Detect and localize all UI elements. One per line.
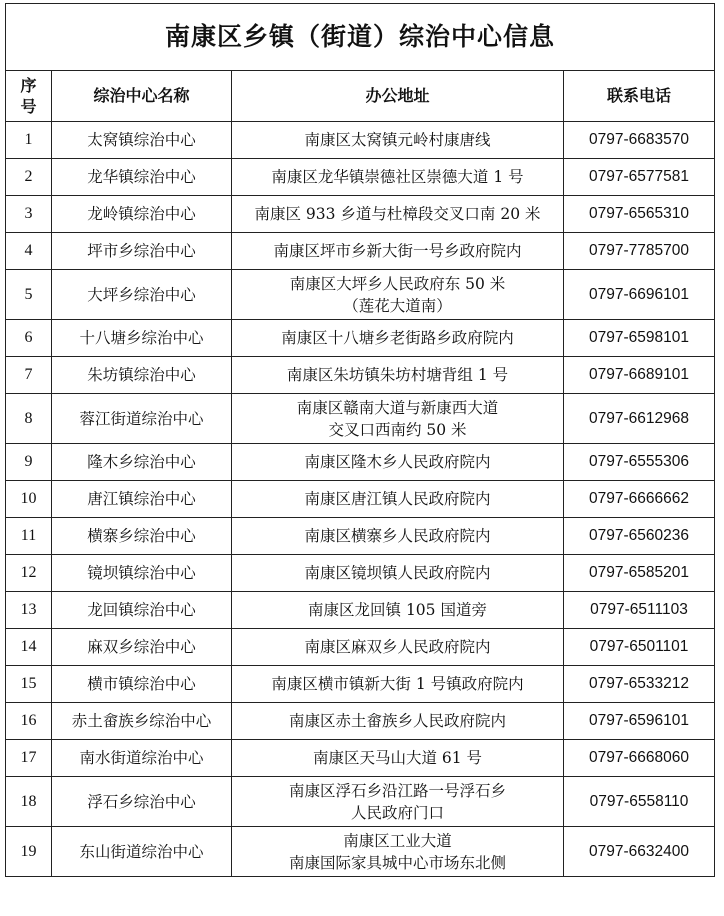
address-line: 南康区横寨乡人民政府院内 bbox=[304, 527, 491, 545]
center-name: 大坪乡综治中心 bbox=[52, 270, 232, 320]
table-row bbox=[6, 592, 715, 629]
row-index: 13 bbox=[6, 592, 52, 629]
center-name: 坪市乡综治中心 bbox=[52, 233, 232, 270]
row-index: 11 bbox=[6, 518, 52, 555]
center-name: 唐江镇综治中心 bbox=[52, 481, 232, 518]
table-row bbox=[6, 357, 715, 394]
contact-phone: 0797-6632400 bbox=[564, 827, 715, 877]
office-address bbox=[232, 196, 564, 233]
center-name: 太窝镇综治中心 bbox=[52, 122, 232, 159]
address-line: 南康区朱坊镇朱坊村塘背组 1 号 bbox=[286, 366, 509, 384]
table-row bbox=[6, 444, 715, 481]
row-index: 6 bbox=[6, 320, 52, 357]
table-row bbox=[6, 827, 715, 877]
header-index-label: 序号 bbox=[20, 75, 37, 116]
office-address bbox=[232, 518, 564, 555]
address-line: 南康区十八塘乡老街路乡政府院内 bbox=[281, 329, 514, 347]
office-address bbox=[232, 703, 564, 740]
address-line: 南康区隆木乡人民政府院内 bbox=[304, 453, 491, 471]
center-name: 十八塘乡综治中心 bbox=[52, 320, 232, 357]
table-row bbox=[6, 555, 715, 592]
address-line: 南康区 933 乡道与杜樟段交叉口南 20 米 bbox=[254, 205, 541, 223]
row-index: 3 bbox=[6, 196, 52, 233]
table-row bbox=[6, 320, 715, 357]
office-address bbox=[232, 740, 564, 777]
address-line: 人民政府门口 bbox=[350, 803, 444, 822]
table-row bbox=[6, 233, 715, 270]
contact-phone: 0797-6689101 bbox=[564, 357, 715, 394]
contact-phone: 0797-6598101 bbox=[564, 320, 715, 357]
center-name: 龙回镇综治中心 bbox=[52, 592, 232, 629]
office-address bbox=[232, 555, 564, 592]
header-phone: 联系电话 bbox=[564, 71, 715, 122]
contact-phone: 0797-6577581 bbox=[564, 159, 715, 196]
center-name: 南水街道综治中心 bbox=[52, 740, 232, 777]
address-line: 南康区太窝镇元岭村康唐线 bbox=[304, 131, 491, 149]
center-name: 横市镇综治中心 bbox=[52, 666, 232, 703]
row-index: 14 bbox=[6, 629, 52, 666]
table-row bbox=[6, 481, 715, 518]
table-row bbox=[6, 122, 715, 159]
table-row bbox=[6, 196, 715, 233]
center-name: 龙岭镇综治中心 bbox=[52, 196, 232, 233]
contact-phone: 0797-6555306 bbox=[564, 444, 715, 481]
contact-phone: 0797-6612968 bbox=[564, 394, 715, 444]
address-line: 南康区坪市乡新大街一号乡政府院内 bbox=[273, 242, 522, 260]
center-name: 横寨乡综治中心 bbox=[52, 518, 232, 555]
address-line: 南康区浮石乡沿江路一号浮石乡 bbox=[288, 781, 506, 800]
table-row bbox=[6, 740, 715, 777]
office-address bbox=[232, 320, 564, 357]
address-line: 南康国际家具城中心市场东北侧 bbox=[288, 853, 506, 872]
table-row bbox=[6, 703, 715, 740]
contact-phone: 0797-6596101 bbox=[564, 703, 715, 740]
header-index bbox=[6, 71, 52, 122]
address-line: （莲花大道南） bbox=[343, 296, 452, 315]
contact-phone: 0797-6696101 bbox=[564, 270, 715, 320]
contact-phone: 0797-6511103 bbox=[564, 592, 715, 629]
address-line: 南康区麻双乡人民政府院内 bbox=[304, 638, 491, 656]
contact-phone: 0797-6558110 bbox=[564, 777, 715, 827]
office-address bbox=[232, 357, 564, 394]
contact-phone: 0797-6668060 bbox=[564, 740, 715, 777]
address-line: 南康区唐江镇人民政府院内 bbox=[304, 490, 491, 508]
row-index: 15 bbox=[6, 666, 52, 703]
header-address: 办公地址 bbox=[232, 71, 564, 122]
center-name: 朱坊镇综治中心 bbox=[52, 357, 232, 394]
row-index: 19 bbox=[6, 827, 52, 877]
address-line: 南康区龙华镇崇德社区崇德大道 1 号 bbox=[271, 168, 524, 186]
office-address bbox=[232, 827, 564, 877]
address-line: 南康区龙回镇 105 国道旁 bbox=[308, 601, 487, 619]
office-address bbox=[232, 444, 564, 481]
row-index: 4 bbox=[6, 233, 52, 270]
center-name: 赤土畲族乡综治中心 bbox=[52, 703, 232, 740]
table-row bbox=[6, 629, 715, 666]
table-row bbox=[6, 666, 715, 703]
table-row bbox=[6, 394, 715, 444]
row-index: 9 bbox=[6, 444, 52, 481]
header-name: 综治中心名称 bbox=[52, 71, 232, 122]
center-name: 浮石乡综治中心 bbox=[52, 777, 232, 827]
center-name: 东山街道综治中心 bbox=[52, 827, 232, 877]
address-line: 南康区赤土畲族乡人民政府院内 bbox=[288, 712, 506, 730]
row-index: 8 bbox=[6, 394, 52, 444]
address-line: 南康区镜坝镇人民政府院内 bbox=[304, 564, 491, 582]
row-index: 10 bbox=[6, 481, 52, 518]
table-row bbox=[6, 270, 715, 320]
office-address bbox=[232, 122, 564, 159]
table-title: 南康区乡镇（街道）综治中心信息 bbox=[6, 4, 715, 71]
center-name: 隆木乡综治中心 bbox=[52, 444, 232, 481]
office-address bbox=[232, 666, 564, 703]
contact-phone: 0797-6533212 bbox=[564, 666, 715, 703]
contact-phone: 0797-7785700 bbox=[564, 233, 715, 270]
table-row bbox=[6, 159, 715, 196]
center-name: 麻双乡综治中心 bbox=[52, 629, 232, 666]
row-index: 5 bbox=[6, 270, 52, 320]
center-name: 蓉江街道综治中心 bbox=[52, 394, 232, 444]
address-line: 南康区工业大道 bbox=[343, 831, 452, 850]
row-index: 17 bbox=[6, 740, 52, 777]
office-address bbox=[232, 394, 564, 444]
contact-phone: 0797-6683570 bbox=[564, 122, 715, 159]
row-index: 1 bbox=[6, 122, 52, 159]
address-line: 南康区大坪乡人民政府东 50 米 bbox=[289, 274, 506, 293]
contact-phone: 0797-6585201 bbox=[564, 555, 715, 592]
address-line: 南康区天马山大道 61 号 bbox=[312, 749, 483, 767]
contact-phone: 0797-6565310 bbox=[564, 196, 715, 233]
office-address bbox=[232, 233, 564, 270]
office-address bbox=[232, 270, 564, 320]
center-name: 龙华镇综治中心 bbox=[52, 159, 232, 196]
row-index: 18 bbox=[6, 777, 52, 827]
table-row bbox=[6, 777, 715, 827]
office-address bbox=[232, 629, 564, 666]
row-index: 2 bbox=[6, 159, 52, 196]
office-address bbox=[232, 777, 564, 827]
table-row bbox=[6, 518, 715, 555]
row-index: 7 bbox=[6, 357, 52, 394]
office-address bbox=[232, 592, 564, 629]
contact-phone: 0797-6560236 bbox=[564, 518, 715, 555]
row-index: 12 bbox=[6, 555, 52, 592]
row-index: 16 bbox=[6, 703, 52, 740]
contact-phone: 0797-6501101 bbox=[564, 629, 715, 666]
center-name: 镜坝镇综治中心 bbox=[52, 555, 232, 592]
office-address bbox=[232, 481, 564, 518]
office-address bbox=[232, 159, 564, 196]
document-page bbox=[5, 3, 714, 877]
contact-phone: 0797-6666662 bbox=[564, 481, 715, 518]
address-line: 南康区横市镇新大街 1 号镇政府院内 bbox=[271, 675, 524, 693]
info-table bbox=[5, 3, 715, 877]
address-line: 南康区赣南大道与新康西大道 bbox=[296, 398, 499, 417]
address-line: 交叉口西南约 50 米 bbox=[328, 420, 467, 439]
